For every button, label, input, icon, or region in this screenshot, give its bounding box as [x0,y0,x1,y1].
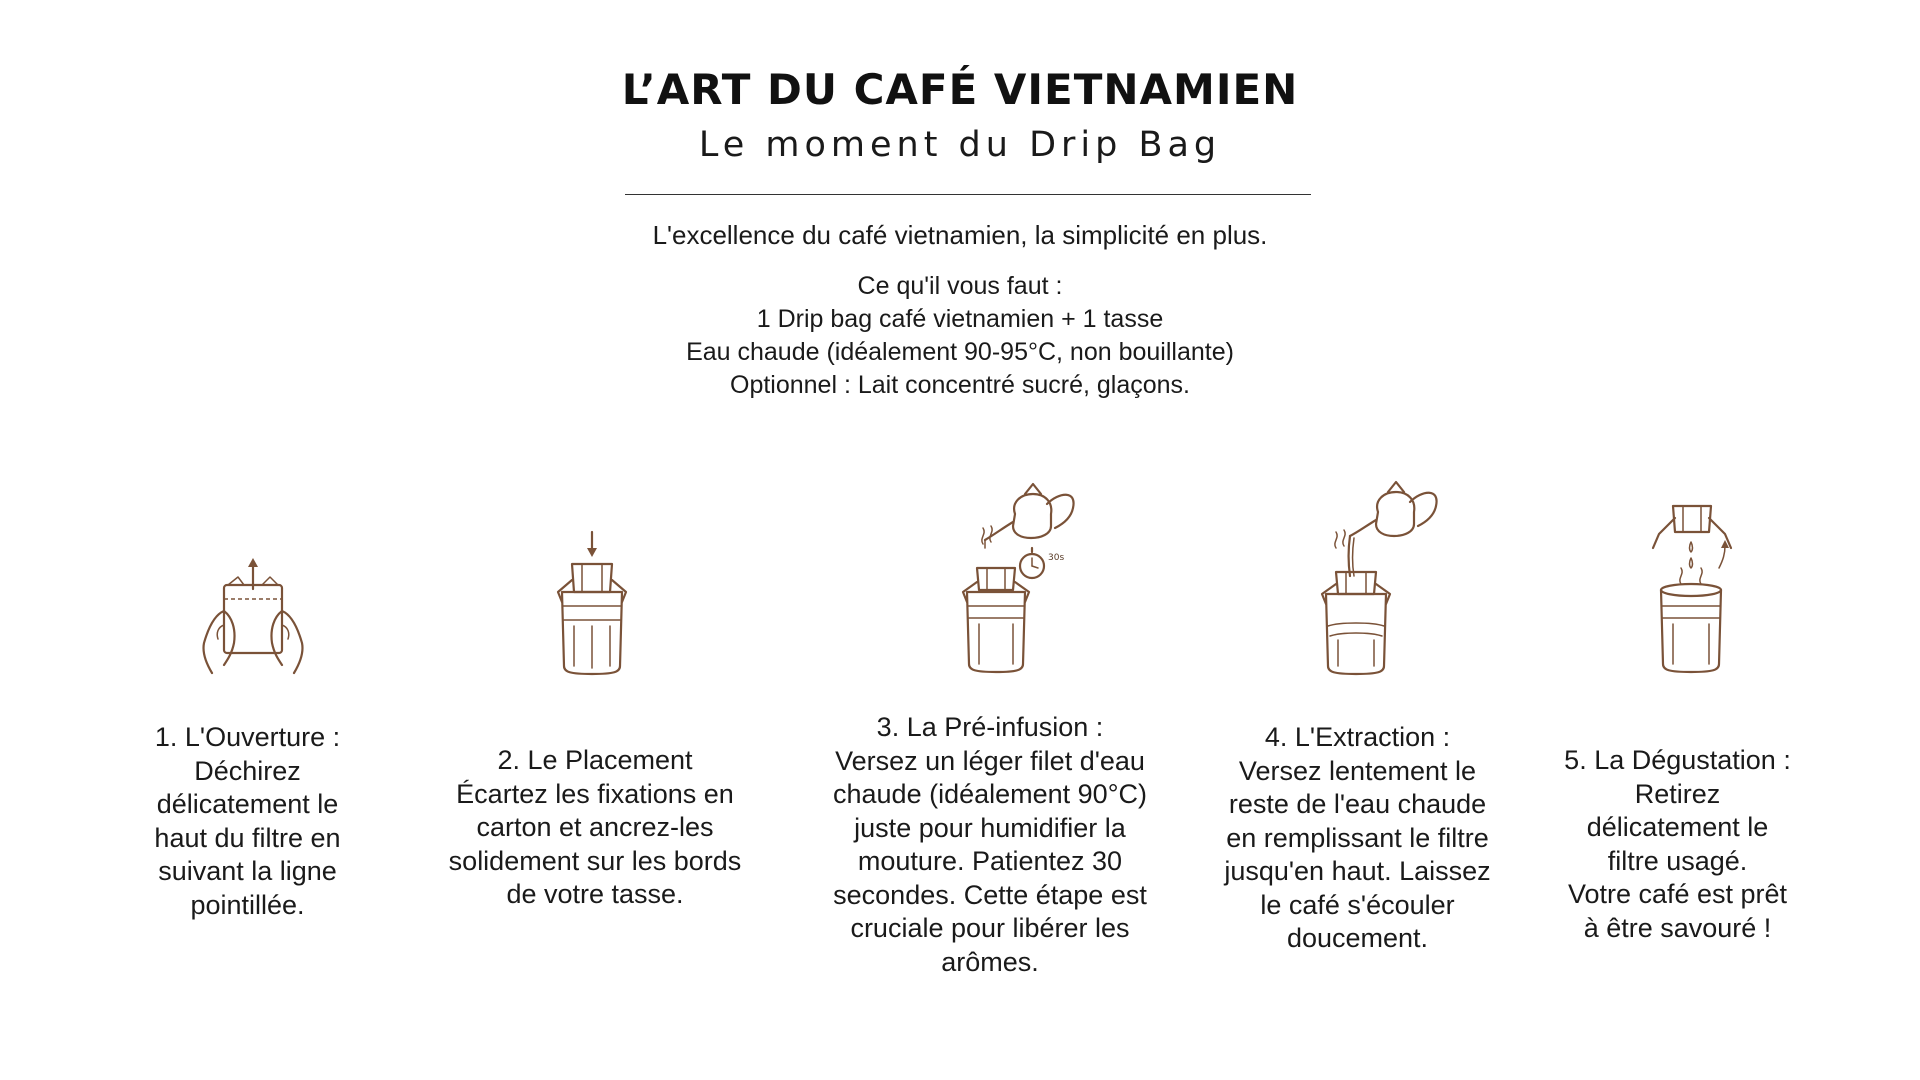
kettle-preinfusion-timer-icon [955,478,1085,688]
step-line: 3. La Pré-infusion : [876,712,1104,742]
requirement-item: Eau chaude (idéalement 90-95°C, non bouillante) [686,338,1234,366]
step-line: Votre café est prêt [1567,879,1788,909]
timer-label: 30s [1048,553,1065,563]
step-5-degustation [1540,744,1815,945]
kettle-extraction-icon [1316,476,1446,686]
step-line: secondes. Cette étape est [833,879,1147,910]
remove-filter-cup-icon [1645,498,1745,678]
step-4-extraction [1200,721,1515,956]
step-line: carton et ancrez-les [476,812,714,842]
title-divider [625,194,1311,195]
step-line: jusqu'en haut. Laissez [1224,856,1491,886]
requirements-list [0,270,1920,402]
step-line: le café s'écouler [1260,889,1455,920]
step-line: 5. La Dégustation : [1564,745,1791,775]
step-line: mouture. Patientez 30 [857,846,1123,876]
step-line: 4. L'Extraction : [1264,722,1451,752]
step-line: Versez un léger filet d'eau [835,745,1145,776]
step-line: juste pour humidifier la [854,812,1126,843]
step-line: pointillée. [190,889,305,920]
step-2-placement [420,744,770,912]
step-line: chaude (idéalement 90°C) [833,779,1147,809]
step-line: Versez lentement le [1238,755,1477,786]
requirement-item: 1 Drip bag café vietnamien + 1 tasse [756,305,1164,333]
hands-opening-bag-icon [198,555,308,685]
step-line: Déchirez [194,755,301,786]
step-line: Retirez [1634,778,1721,809]
step-line: à être savouré ! [1583,912,1772,943]
step-1-ouverture [110,721,385,922]
step-line: 1. L'Ouverture : [154,722,341,752]
requirements-heading: Ce qu'il vous faut : [857,272,1063,300]
step-line: filtre usagé. [1607,845,1748,876]
step-line: arômes. [941,946,1039,977]
step-line: en remplissant le filtre [1226,822,1489,853]
step-line: 2. Le Placement [497,745,693,775]
page-subtitle: Le moment du Drip Bag [698,125,1222,165]
step-line: solidement sur les bords [448,845,742,876]
step-line: suivant la ligne [158,856,337,886]
tagline: L'excellence du café vietnamien, la simplicité en plus. [652,220,1268,250]
step-line: doucement. [1286,923,1429,953]
step-line: Écartez les fixations en [456,778,734,809]
page-title: L’ART DU CAFÉ VIETNAMIEN [621,65,1299,114]
step-line: délicatement le [156,789,339,819]
step-line: haut du filtre en [154,822,341,853]
drip-bag-placement-icon [548,530,638,680]
step-line: reste de l'eau chaude [1228,789,1487,819]
step-line: délicatement le [1586,812,1769,842]
requirement-item: Optionnel : Lait concentré sucré, glaçons. [730,371,1190,399]
step-line: cruciale pour libérer les [850,913,1130,943]
step-3-pre-infusion [810,711,1170,979]
step-line: de votre tasse. [506,879,684,909]
